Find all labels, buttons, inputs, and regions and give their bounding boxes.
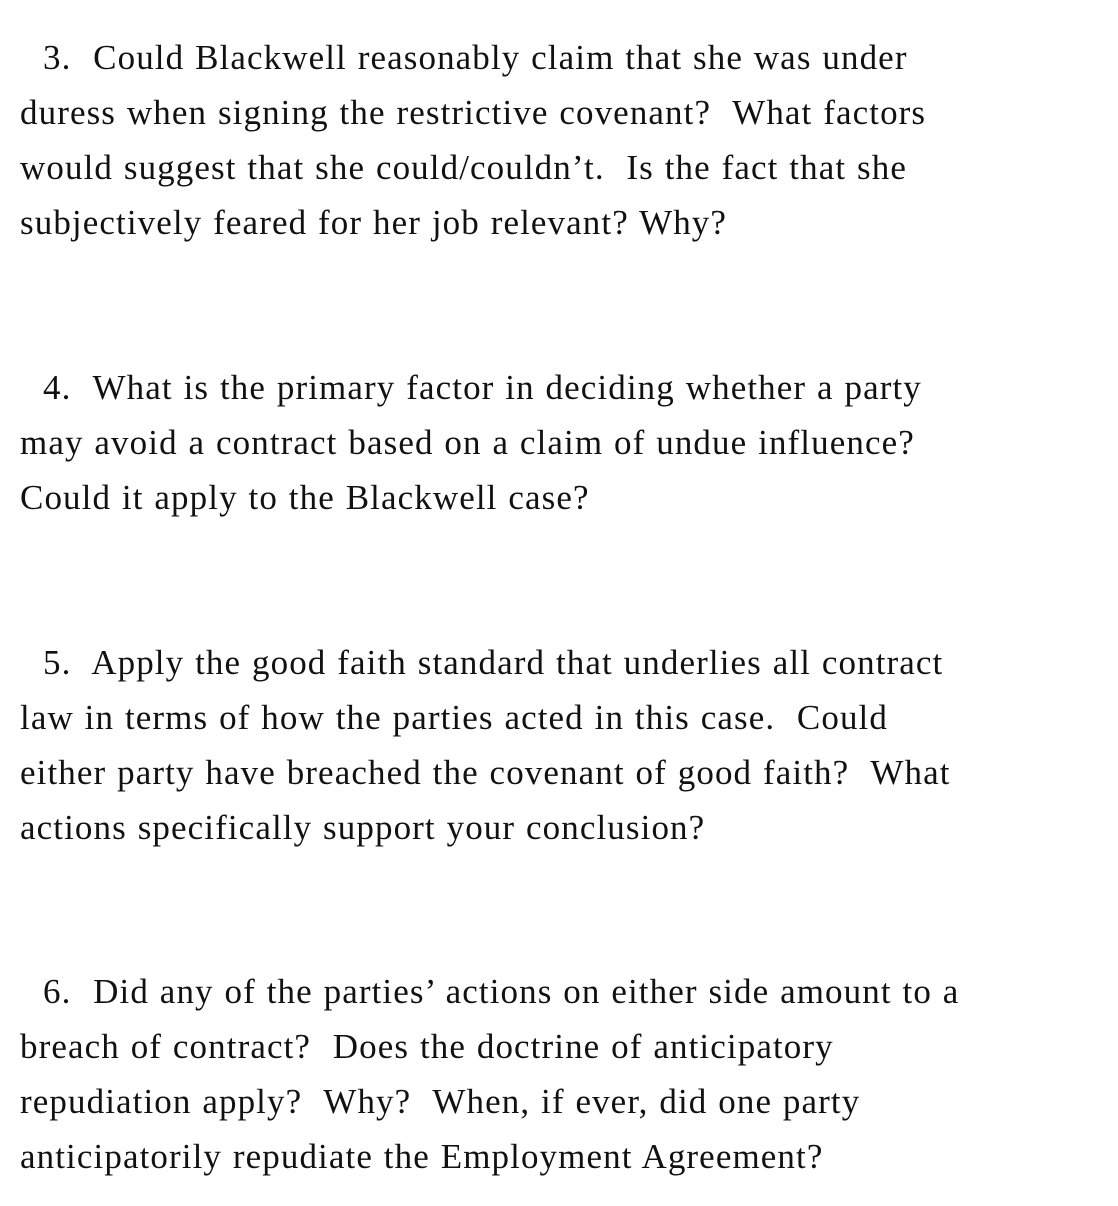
- question-5-line-3: either party have breached the covenant of good faith? What: [20, 753, 951, 792]
- question-4-line-3: Could it apply to the Blackwell case?: [20, 478, 590, 517]
- question-3-line-4: subjectively feared for her job relevant? Why?: [20, 203, 728, 242]
- question-number: 3.: [43, 38, 72, 77]
- question-3-line-1: [20, 30, 1080, 85]
- question-number: 6.: [43, 972, 72, 1011]
- question-5-line-2: law in terms of how the parties acted in this case. Could: [20, 698, 888, 737]
- question-number: 5.: [43, 643, 72, 682]
- question-number: 4.: [43, 368, 72, 407]
- question-4-line-1: [20, 360, 1080, 415]
- question-6-line-3: repudiation apply? Why? When, if ever, did one party: [20, 1082, 861, 1121]
- question-6: [20, 964, 1080, 1184]
- question-4: [20, 360, 1080, 525]
- question-3-line-3: would suggest that she could/couldn’t. Is the fact that she: [20, 148, 907, 187]
- question-text: What is the primary factor in deciding whether a party: [92, 368, 922, 407]
- question-6-line-2: breach of contract? Does the doctrine of anticipatory: [20, 1027, 834, 1066]
- question-text: Apply the good faith standard that underlies all contract: [91, 643, 944, 682]
- question-5-line-1: [20, 635, 1080, 690]
- question-3-line-2: duress when signing the restrictive covenant? What factors: [20, 93, 927, 132]
- question-4-line-2: may avoid a contract based on a claim of undue influence?: [20, 423, 915, 462]
- question-3: [20, 30, 1080, 250]
- question-text: Did any of the parties’ actions on either side amount to a: [93, 972, 960, 1011]
- question-6-line-4: anticipatorily repudiate the Employment Agreement?: [20, 1137, 824, 1176]
- question-text: Could Blackwell reasonably claim that she was under: [93, 38, 908, 77]
- question-5: [20, 635, 1080, 855]
- question-6-line-1: [20, 964, 1080, 1019]
- question-5-line-4: actions specifically support your conclusion?: [20, 808, 706, 847]
